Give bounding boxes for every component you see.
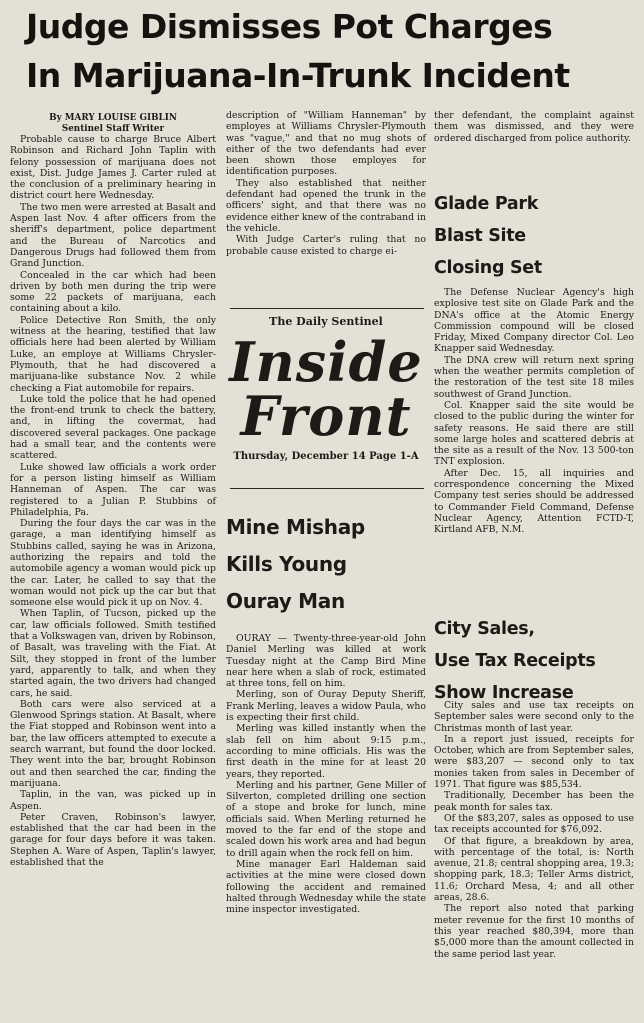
story-paragraph: During the four days the car was in the garage, a man identifying himself as Stubbins called, saying he was in Arizona, authorizing the repairs and told the automobile agency a woman would pick up the car. Later, he called to say that the woman would not pick up the car but that someone else would pick it up on Nov. 4.	[10, 518, 216, 609]
story-paragraph: Mine manager Earl Haldeman said activities at the mine were closed down following the accident and remained halted through Wednesday while the state mine inspector investigated.	[226, 858, 426, 916]
story-paragraph: description of "William Hanneman" by employes at Williams Chrysler-Plymouth was "vague," and that no mug shots of either of the two defendants had ever been shown those employes for identification purposes.	[226, 110, 426, 178]
story-paragraph: The report also noted that parking meter revenue for the first 10 months of this year reached $80,394, more than $5,000 more than the amount collected in the same period last year.	[434, 903, 634, 960]
main-story-column-2	[226, 110, 426, 257]
subhead-line: Show Increase	[434, 683, 574, 703]
story-paragraph: They also established that neither defendant had opened the trunk in the officers' sight, and that there was no evidence either knew of the contraband in the vehicle.	[226, 177, 427, 234]
story-paragraph: Concealed in the car which had been driven by both men during the trip were some 22 packets of marijuana, each containing about a kilo.	[10, 269, 216, 315]
story-paragraph: OURAY — Twenty-three-year-old John Daniel Merling was killed at work Tuesday night at the Camp Bird Mine near here when a slab of rock, estimated at three tons, fell on him.	[226, 633, 426, 690]
subhead-line: Glade Park	[434, 194, 539, 214]
promo-bottom-rule	[230, 488, 424, 489]
main-story-column-1	[10, 113, 216, 868]
main-story-column-3	[434, 110, 634, 144]
story-paragraph: Merling was killed instantly when the slab fell on him about 9:15 p.m., according to mine officials. His was the first death in the mine for at least 20 years, they reported.	[226, 723, 426, 780]
headline-line-2: In Marijuana-In-Trunk Incident	[26, 56, 570, 95]
logo-line-1: Inside	[229, 330, 423, 394]
story-paragraph: Merling and his partner, Gene Miller of Silverton, completed drilling one section of a stope and broke for lunch, mine officials said. When Merling returned he moved to the far end of the stope and scaled down his work area and had begun to drill again when the rock fell on him.	[226, 779, 426, 859]
story-paragraph: Of that figure, a breakdown by area, with percentage of the total, is: North avenue, 21.8; central shopping area, 19.3; shopping park, 18.3; Teller Arms district, 11.6; Orchard Mesa, 4; and all other areas, 28.6.	[434, 835, 634, 904]
story-paragraph: City sales and use tax receipts on September sales were second only to the Christmas month of last year.	[434, 700, 634, 734]
story-paragraph: The Defense Nuclear Agency's high explosive test site on Glade Park and the DNA's office at the Atomic Energy Commission compound will be closed Friday, Mixed Company director Col. Leo Knapper said Wednesday.	[434, 287, 634, 355]
subhead-line: Use Tax Receipts	[434, 651, 596, 671]
subhead-line: Blast Site	[434, 226, 526, 246]
byline-title: Sentinel Staff Writer	[61, 123, 165, 134]
story-paragraph: Police Detective Ron Smith, the only witness at the hearing, testified that law officials here had been alerted by William Luke, an employe at Williams Chrysler-Plymouth, that he had discovered a marijuana-like substance Nov. 2 while checking a Fiat automobile for repairs.	[10, 314, 216, 394]
promo-dateline: Thursday, December 14 Page 1-A	[233, 451, 419, 462]
city-sales-headline	[434, 613, 634, 709]
story-paragraph: Traditionally, December has been the peak month for sales tax.	[434, 790, 634, 813]
city-sales-story	[434, 700, 634, 960]
main-headline	[26, 2, 636, 100]
inside-front-promo	[226, 308, 426, 463]
subhead-line: Closing Set	[434, 258, 542, 278]
story-paragraph: Luke showed law officials a work order for a person listing himself as William Hanneman of Aspen. The car was registered to a Julian P. Stubbins of Philadelphia, Pa.	[10, 461, 216, 518]
story-paragraph: Peter Craven, Robinson's lawyer, established that the car had been in the garage for four days before it was taken. Stephen A. Ware of Aspen, Taplin's lawyer, established that the	[10, 811, 216, 868]
mine-story	[226, 633, 426, 915]
logo-line-2: Front	[240, 384, 412, 448]
story-paragraph: In a report just issued, receipts for October, which are from September sales, were $83,207 — second only to tax monies taken from sales in December of 1971. That figure was $85,534.	[434, 733, 634, 791]
story-paragraph: The DNA crew will return next spring when the weather permits completion of the restoration of the test site 18 miles southwest of Grand Junction.	[434, 354, 634, 400]
story-paragraph: Probable cause to charge Bruce Albert Robinson and Richard John Taplin with felony possession of marijuana does not exist, Dist. Judge James J. Carter ruled at the conclusion of a preliminary hearing in district court here Wednesday.	[10, 134, 216, 202]
subhead-line: Mine Mishap	[226, 515, 365, 539]
subhead-line: Kills Young	[226, 552, 347, 576]
glade-park-headline	[434, 188, 634, 284]
subhead-line: Ouray Man	[226, 589, 345, 613]
inside-front-logo	[226, 330, 426, 448]
story-paragraph: The two men were arrested at Basalt and Aspen last Nov. 4 after officers from the sheriff's department, police department and the Bureau of Narcotics and Dangerous Drugs had followed them from Grand Junction.	[10, 201, 216, 270]
story-paragraph: Col. Knapper said the site would be closed to the public during the winter for safety reasons. He said there are still some large holes and scattered debris at the site as a result of the Nov. 13 500-ton TNT explosion.	[434, 399, 634, 468]
story-paragraph: Both cars were also serviced at a Glenwood Springs station. At Basalt, where the Fiat stopped and Robinson went into a bar, the law officers attempted to execute a search warrant, but found the door locked. They went into the bar, brought Robinson out and then searched the car, finding the marijuana.	[10, 698, 216, 789]
story-paragraph: Of the $83,207, sales as opposed to use tax receipts accounted for $76,092.	[434, 812, 634, 836]
story-paragraph: After Dec. 15, all inquiries and correspondence concerning the Mixed Company test series should be addressed to Commander Field Command, Defense Nuclear Agency, Attention FCTD-T, Kirtland AFB, N.M.	[434, 467, 634, 536]
headline-line-1: Judge Dismisses Pot Charges	[26, 7, 553, 46]
promo-brand: The Daily Sentinel	[269, 315, 383, 328]
story-paragraph: Luke told the police that he had opened the front-end trunk to check the battery, and, in lifting the covermat, had discovered several packages. One package had a small tear, and the contents were scattered.	[10, 393, 216, 462]
glade-park-story	[434, 287, 634, 536]
story-paragraph: Taplin, in the van, was picked up in Aspen.	[10, 789, 216, 812]
story-paragraph: With Judge Carter's ruling that no probable cause existed to charge ei-	[226, 234, 426, 257]
byline: By MARY LOUISE GIBLIN	[49, 113, 177, 123]
subhead-line: City Sales,	[434, 619, 535, 639]
story-paragraph: ther defendant, the complaint against them was dismissed, and they were ordered discharged from police authority.	[434, 110, 634, 144]
mine-story-headline	[226, 509, 426, 620]
story-paragraph: When Taplin, of Tucson, picked up the car, law officials followed. Smith testified that a Volkswagen van, driven by Robinson, of Basalt, was traveling with the Fiat. At Silt, they stopped in front of the lumber yard, apparently to talk, and when they started again, the two drivers had changed cars, he said.	[10, 608, 216, 699]
story-paragraph: Merling, son of Ouray Deputy Sheriff, Frank Merling, leaves a widow Paula, who is expecting their first child.	[226, 689, 427, 724]
